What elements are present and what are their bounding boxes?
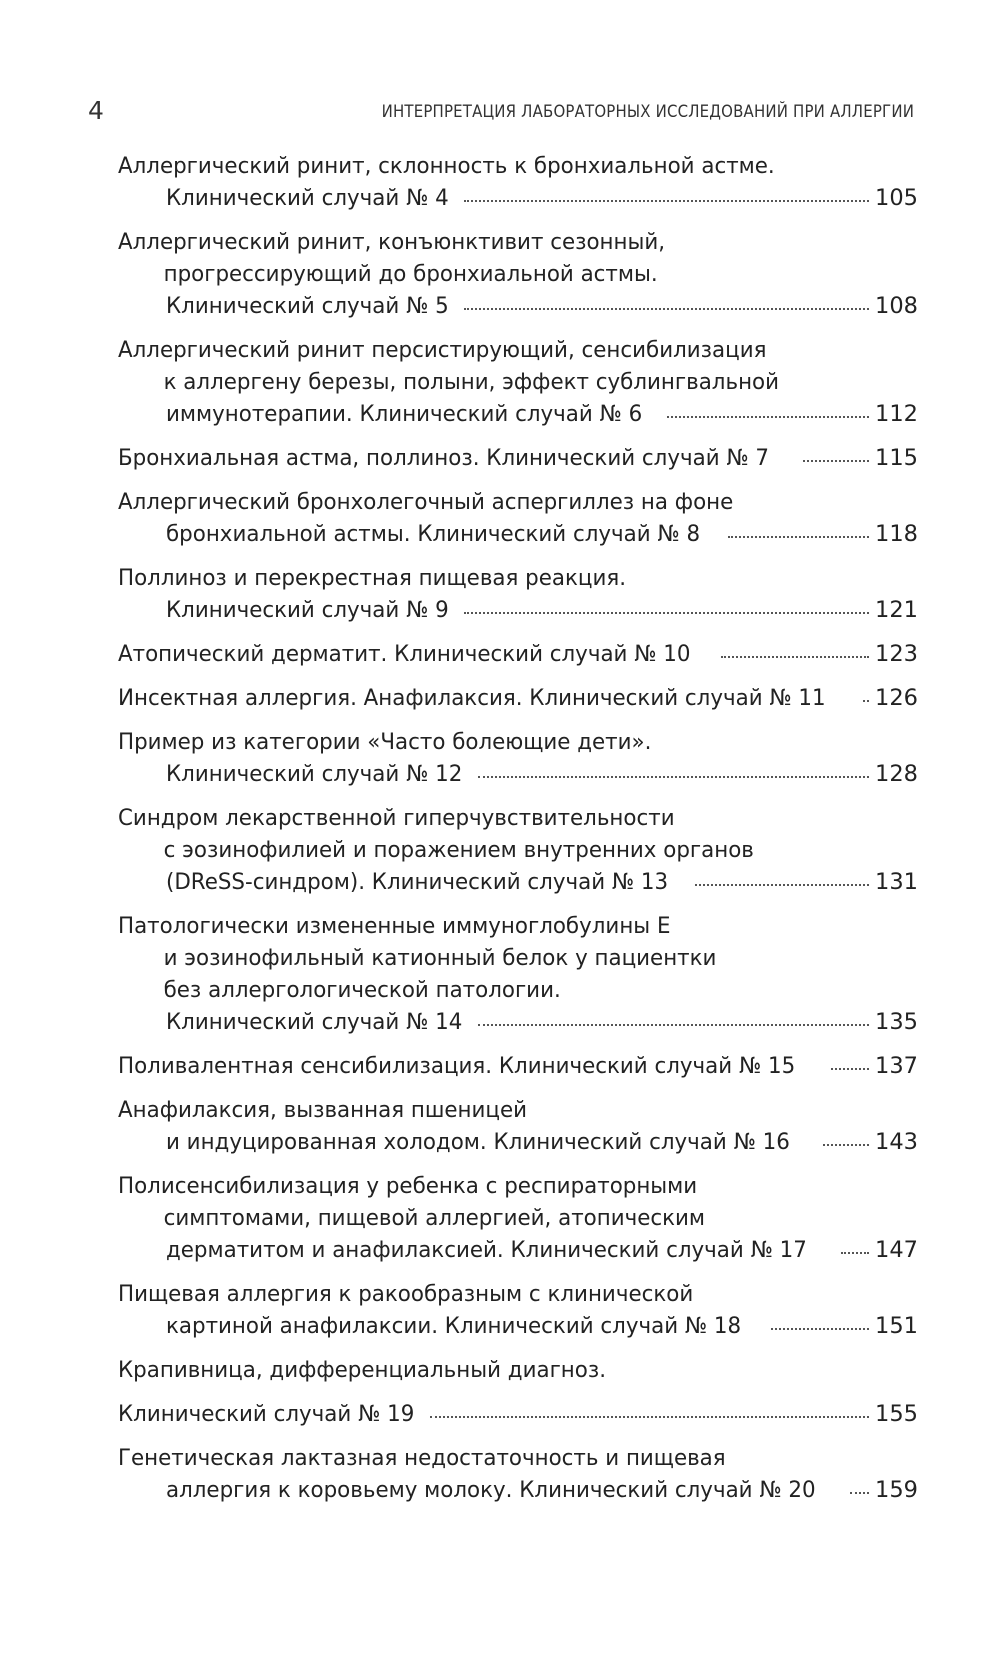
toc-entry-title: дерматитом и анафилаксией. Клинический случай № 17: [166, 1237, 807, 1263]
toc-entry: [118, 910, 918, 1038]
toc-entry-final-line: [118, 1310, 918, 1342]
toc-entry-title: Крапивница, дифференциальный диагноз.: [118, 1357, 607, 1383]
toc-entry-line: без аллергологической патологии.: [163, 977, 561, 1003]
toc-page-number: 126: [875, 685, 918, 711]
toc-entry-final-line: [118, 1398, 918, 1430]
toc-entry-title: Клинический случай № 14: [166, 1009, 463, 1035]
toc-entry-line: к аллергену березы, полыни, эффект сублингвальной: [163, 369, 780, 395]
toc-entry-final-line: [118, 638, 918, 670]
toc-entry: [118, 562, 918, 626]
toc-page-number: 128: [875, 761, 918, 787]
toc-entry-final-line: [118, 594, 918, 626]
toc-entry-final-line: [118, 182, 918, 214]
toc-entry-title: (DReSS-синдром). Клинический случай № 13: [166, 869, 669, 895]
toc-page-number: 131: [875, 869, 918, 895]
dot-leader: [464, 199, 869, 202]
toc-entry-final-line: [118, 1126, 918, 1158]
dot-leader: [771, 1327, 869, 1330]
toc-entry: [118, 486, 918, 550]
toc-page-number: 112: [875, 401, 918, 427]
dot-leader: [478, 775, 869, 778]
toc-entry-final-line: [118, 758, 918, 790]
toc-page-number: 155: [875, 1401, 918, 1427]
toc-entry: [118, 638, 918, 670]
toc-page-number: 143: [875, 1129, 918, 1155]
dot-leader: [464, 307, 869, 310]
toc-page-number: 118: [875, 521, 918, 547]
toc-entry-line: с эозинофилией и поражением внутренних органов: [163, 837, 754, 863]
toc-entry-final-line: [118, 290, 918, 322]
page-number: 4: [88, 96, 104, 125]
toc-entry-final-line: [118, 1354, 918, 1386]
dot-leader: [850, 1491, 869, 1494]
toc-entry: [118, 682, 918, 714]
toc-entry-title: бронхиальной астмы. Клинический случай № 8: [166, 521, 701, 547]
dot-leader: [831, 1067, 869, 1070]
dot-leader: [841, 1251, 870, 1254]
toc-entry: [118, 726, 918, 790]
toc-entry-final-line: [118, 682, 918, 714]
toc-entry-title: Клинический случай № 19: [118, 1401, 415, 1427]
toc-entry-title: картиной анафилаксии. Клинический случай № 18: [166, 1313, 742, 1339]
toc-entry-final-line: [118, 1234, 918, 1266]
toc-entry: [118, 1442, 918, 1506]
toc-entry-title: и индуцированная холодом. Клинический случай № 16: [166, 1129, 790, 1155]
toc-entry: [118, 1094, 918, 1158]
toc-entry-line: и эозинофильный катионный белок у пациентки: [163, 945, 717, 971]
toc-entry-final-line: [118, 398, 918, 430]
toc-entry-final-line: [118, 442, 918, 474]
toc-entry-line: Генетическая лактазная недостаточность и пищевая: [118, 1445, 726, 1471]
toc-entry-final-line: [118, 518, 918, 550]
toc-entry-title: Клинический случай № 12: [166, 761, 463, 787]
toc-page-number: 105: [875, 185, 918, 211]
toc-entry-line: Анафилаксия, вызванная пшеницей: [118, 1097, 528, 1123]
toc-entry: [118, 1278, 918, 1342]
toc-page-number: 137: [875, 1053, 918, 1079]
dot-leader: [667, 415, 869, 418]
dot-leader: [430, 1415, 869, 1418]
toc-entry: [118, 150, 918, 214]
dot-leader: [695, 883, 870, 886]
toc-page-number: 115: [875, 445, 918, 471]
toc-entry: [118, 442, 918, 474]
dot-leader: [721, 655, 869, 658]
toc-entry-line: Аллергический ринит, конъюнктивит сезонный,: [118, 229, 666, 255]
toc-entry: [118, 334, 918, 430]
table-of-contents: [118, 150, 918, 1518]
toc-entry: [118, 1170, 918, 1266]
toc-entry-line: Аллергический бронхолегочный аспергиллез на фоне: [118, 489, 734, 515]
toc-entry-line: Пример из категории «Часто болеющие дети».: [118, 729, 652, 755]
toc-entry-final-line: [118, 866, 918, 898]
dot-leader: [823, 1143, 869, 1146]
toc-page-number: 135: [875, 1009, 918, 1035]
toc-entry-line: прогрессирующий до бронхиальной астмы.: [163, 261, 658, 287]
toc-entry-line: Синдром лекарственной гиперчувствительности: [118, 805, 675, 831]
toc-entry-line: симптомами, пищевой аллергией, атопическим: [163, 1205, 706, 1231]
toc-entry-title: Атопический дерматит. Клинический случай № 10: [118, 641, 691, 667]
toc-entry-final-line: [118, 1050, 918, 1082]
toc-entry-final-line: [118, 1006, 918, 1038]
toc-entry-line: Поллиноз и перекрестная пищевая реакция.: [118, 565, 626, 591]
running-head-title: ИНТЕРПРЕТАЦИЯ ЛАБОРАТОРНЫХ ИССЛЕДОВАНИЙ ПРИ АЛЛЕРГИИ: [381, 102, 914, 122]
toc-entry: [118, 226, 918, 322]
dot-leader: [803, 459, 869, 462]
toc-entry: [118, 1398, 918, 1430]
toc-entry-line: Патологически измененные иммуноглобулины Е: [118, 913, 671, 939]
toc-entry: [118, 1050, 918, 1082]
toc-page-number: 147: [875, 1237, 918, 1263]
toc-entry-title: Бронхиальная астма, поллиноз. Клинический случай № 7: [118, 445, 770, 471]
toc-entry-line: Полисенсибилизация у ребенка с респираторными: [118, 1173, 698, 1199]
toc-page-number: 121: [875, 597, 918, 623]
toc-entry: [118, 1354, 918, 1386]
toc-entry-final-line: [118, 1474, 918, 1506]
dot-leader: [728, 535, 869, 538]
toc-page-number: 108: [875, 293, 918, 319]
toc-entry-title: Клинический случай № 4: [166, 185, 449, 211]
toc-entry: [118, 802, 918, 898]
dot-leader: [863, 699, 869, 702]
dot-leader: [478, 1023, 869, 1026]
running-head: [82, 96, 914, 126]
toc-entry-title: Поливалентная сенсибилизация. Клинический случай № 15: [118, 1053, 796, 1079]
dot-leader: [464, 611, 869, 614]
toc-entry-title: Инсектная аллергия. Анафилаксия. Клинический случай № 11: [118, 685, 826, 711]
toc-page-number: 159: [875, 1477, 918, 1503]
toc-entry-line: Пищевая аллергия к ракообразным с клинической: [118, 1281, 694, 1307]
toc-entry-title: аллергия к коровьему молоку. Клинический случай № 20: [166, 1477, 816, 1503]
toc-entry-title: Клинический случай № 9: [166, 597, 449, 623]
toc-entry-line: Аллергический ринит персистирующий, сенсибилизация: [118, 337, 767, 363]
toc-page-number: 151: [875, 1313, 918, 1339]
toc-entry-line: Аллергический ринит, склонность к бронхиальной астме.: [118, 153, 775, 179]
toc-entry-title: Клинический случай № 5: [166, 293, 449, 319]
toc-page-number: 123: [875, 641, 918, 667]
toc-entry-title: иммунотерапии. Клинический случай № 6: [166, 401, 643, 427]
